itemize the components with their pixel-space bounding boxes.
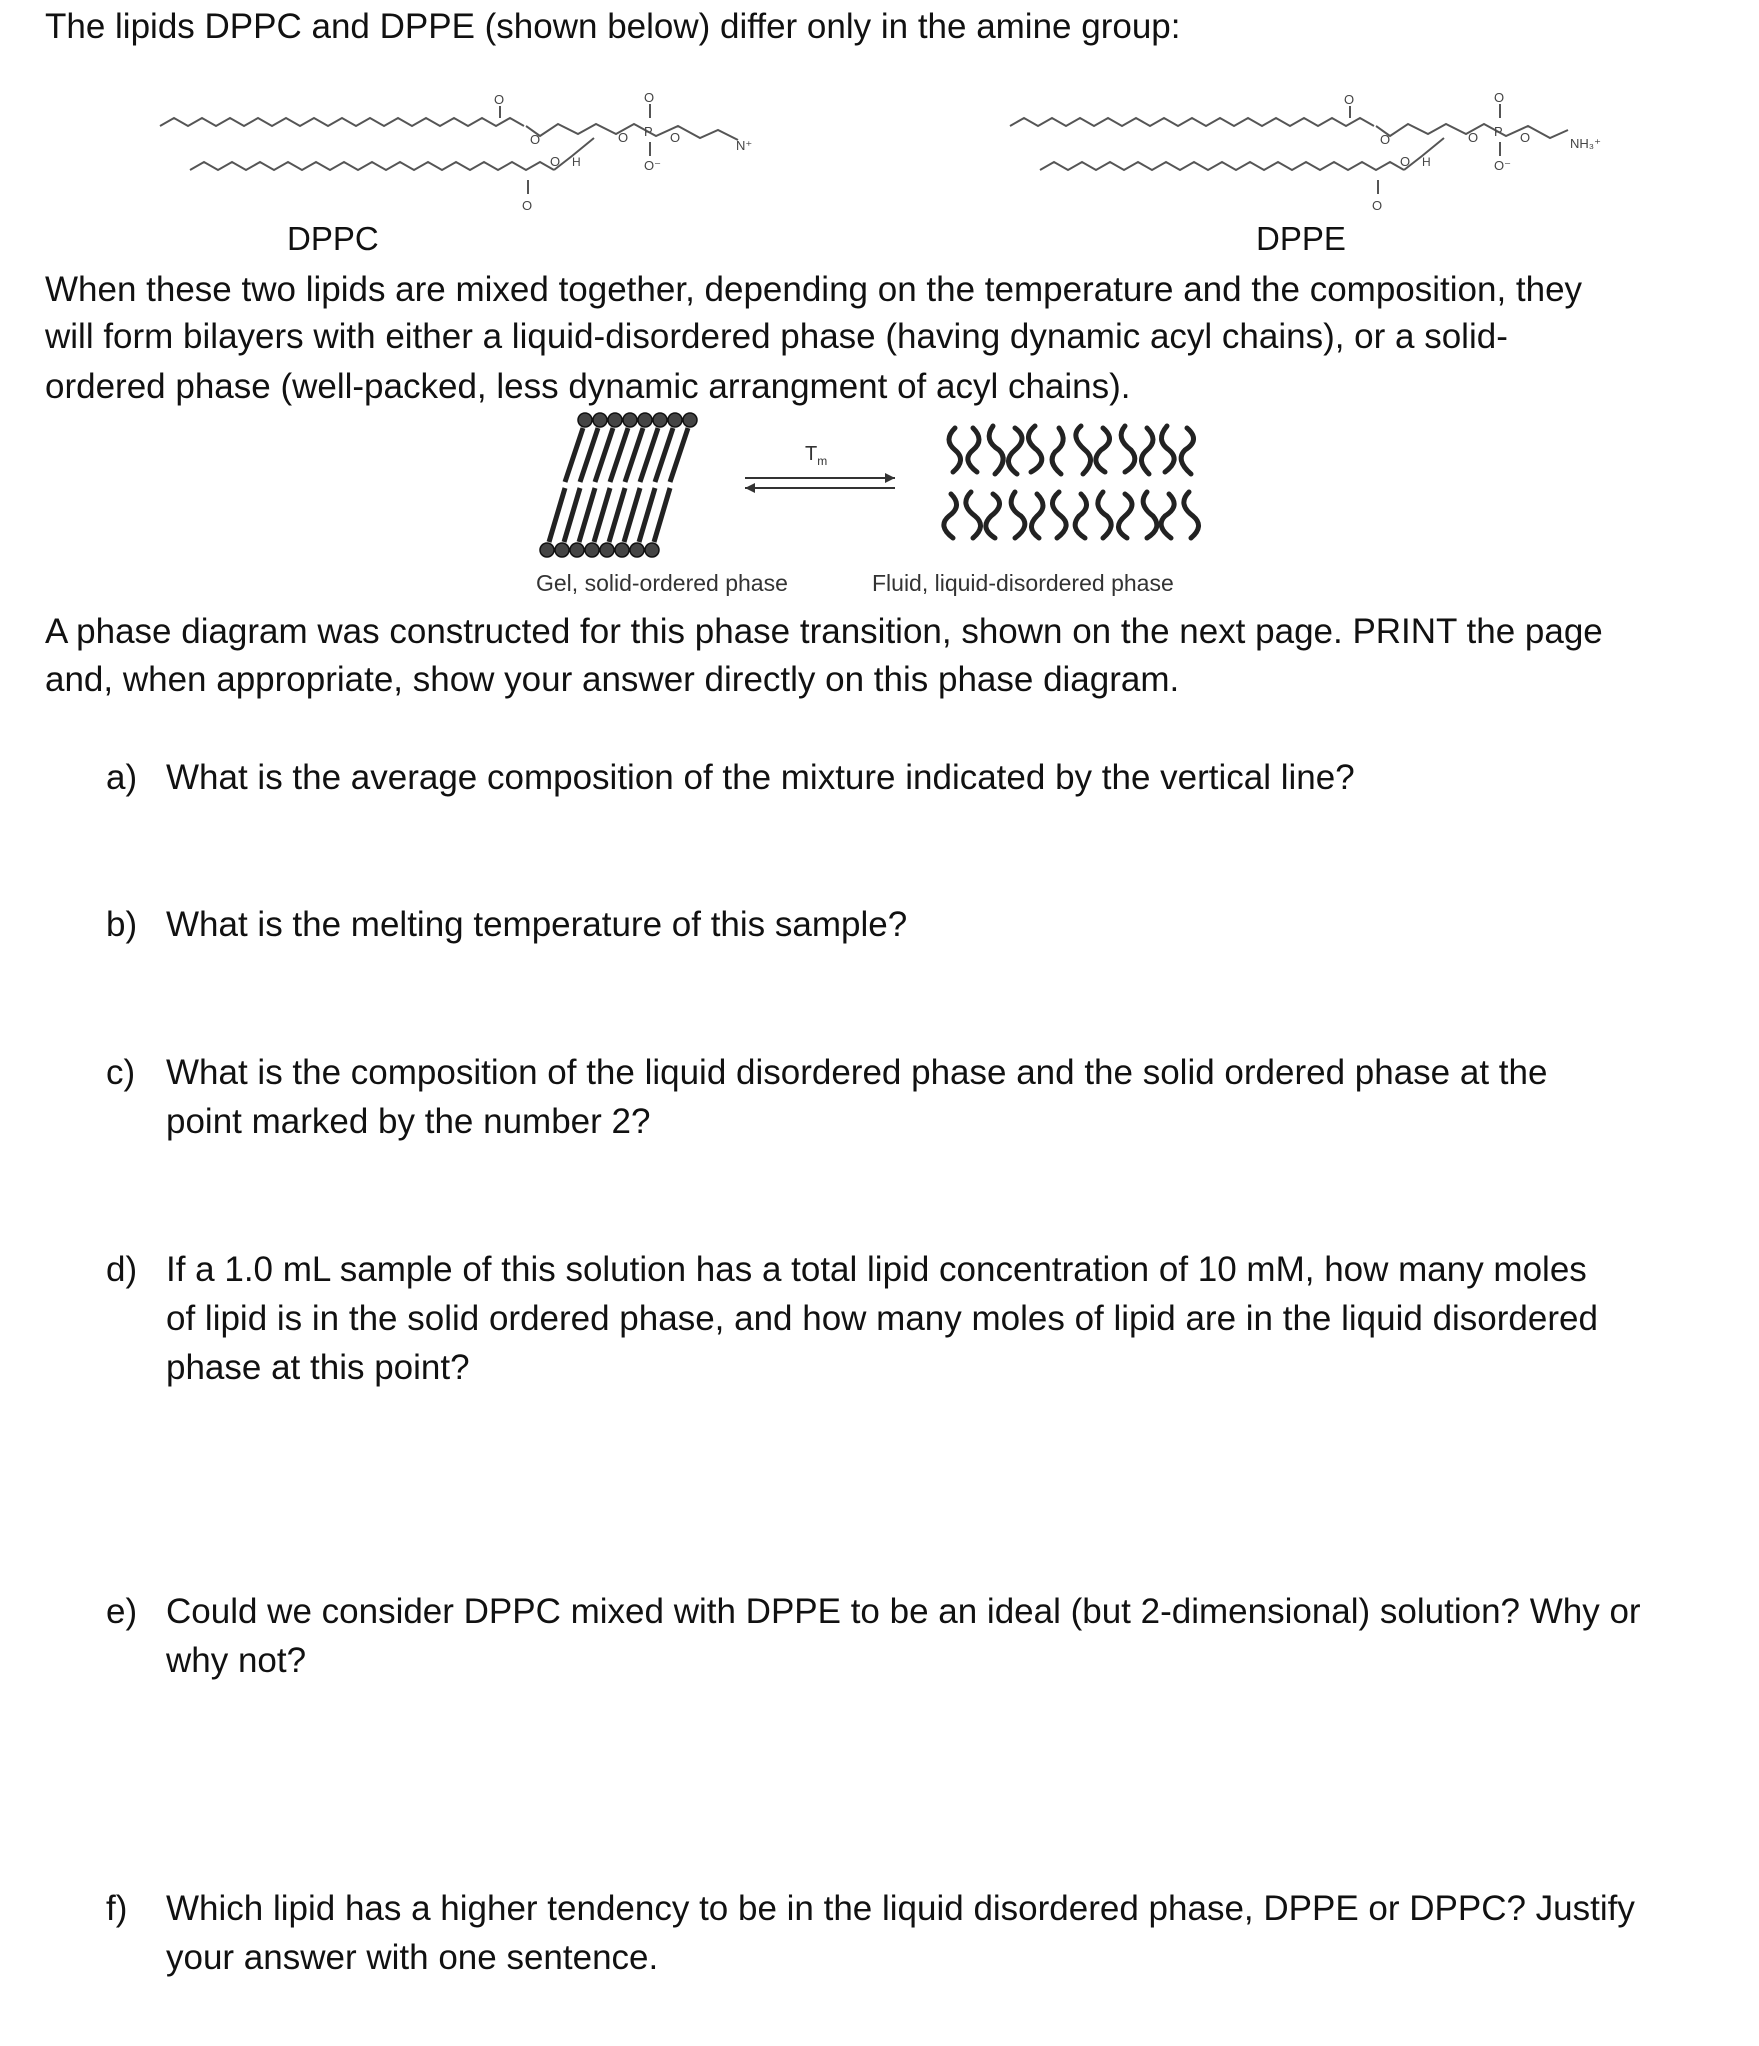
dppe-p-oxo: O [1494, 90, 1505, 105]
question-text: point marked by the number 2? [166, 1102, 651, 1141]
question-label: a) [106, 758, 138, 797]
tm-subscript: m [817, 454, 828, 468]
dppc-ester-o1: O [530, 132, 541, 147]
question-label: f) [106, 1889, 128, 1928]
dppc-p-oxo: O [644, 90, 655, 105]
dppe-structure [1000, 80, 1640, 220]
question-text: phase at this point? [166, 1348, 470, 1387]
dppc-structure [150, 80, 790, 220]
dppc-ester-o2: O [550, 154, 561, 169]
tm-label [805, 443, 827, 468]
question-text: What is the melting temperature of this sample? [166, 905, 908, 944]
question-text: What is the composition of the liquid disordered phase and the solid ordered phase at the [166, 1053, 1548, 1092]
dppe-ester-o1: O [1380, 132, 1391, 147]
question-label: d) [106, 1250, 138, 1289]
dppc-label: DPPC [287, 220, 379, 257]
mixing-text-line-2: will form bilayers with either a liquid-disordered phase (having dynamic acyl chains), or a solid- [45, 317, 1508, 356]
intro-text: The lipids DPPC and DPPE (shown below) differ only in the amine group: [45, 7, 1181, 46]
dppc-h: H [572, 155, 581, 169]
question-label: c) [106, 1053, 136, 1092]
dppe-h: H [1422, 155, 1431, 169]
instructions-line-2: and, when appropriate, show your answer directly on this phase diagram. [45, 660, 1180, 699]
dppc-carbonyl-o2: O [522, 198, 533, 213]
gel-phase-bilayer [535, 410, 735, 560]
instructions-line-1: A phase diagram was constructed for this phase transition, shown on the next page. PRINT the page [45, 612, 1603, 651]
gel-phase-caption: Gel, solid-ordered phase [536, 570, 788, 596]
dppe-ammonium: NH₃⁺ [1570, 136, 1601, 151]
dppe-phosphorus: P [1494, 124, 1503, 139]
fluid-phase-caption: Fluid, liquid-disordered phase [872, 570, 1174, 596]
fluid-phase-bilayer [935, 410, 1235, 560]
dppe-ether-o: O [1520, 130, 1531, 145]
question-text: If a 1.0 mL sample of this solution has a total lipid concentration of 10 mM, how many moles [166, 1250, 1587, 1289]
question-text: your answer with one sentence. [166, 1938, 659, 1977]
mixing-text-line-3: ordered phase (well-packed, less dynamic arrangment of acyl chains). [45, 367, 1131, 406]
dppc-phosphate-o: O [618, 130, 629, 145]
dppc-phosphorus: P [644, 124, 653, 139]
dppc-ether-o: O [670, 130, 681, 145]
dppe-carbonyl-o1: O [1344, 92, 1355, 107]
tm-letter: T [805, 443, 818, 465]
question-text: why not? [166, 1641, 307, 1680]
dppe-p-ominus: O⁻ [1494, 158, 1511, 173]
dppc-p-ominus: O⁻ [644, 158, 661, 173]
dppe-phosphate-o: O [1468, 130, 1479, 145]
question-label: e) [106, 1592, 138, 1631]
dppe-label: DPPE [1256, 220, 1346, 257]
question-text: Which lipid has a higher tendency to be in the liquid disordered phase, DPPE or DPPC? Justify [166, 1889, 1635, 1928]
question-label: b) [106, 905, 138, 944]
question-text: of lipid is in the solid ordered phase, and how many moles of lipid are in the liquid disordered [166, 1299, 1598, 1338]
dppe-ester-o2: O [1400, 154, 1411, 169]
question-text: Could we consider DPPC mixed with DPPE to be an ideal (but 2-dimensional) solution? Why or [166, 1592, 1641, 1631]
dppc-ammonium: N⁺ [736, 138, 753, 153]
dppe-carbonyl-o2: O [1372, 198, 1383, 213]
mixing-text-line-1: When these two lipids are mixed together, depending on the temperature and the composition, they [45, 270, 1583, 309]
dppc-carbonyl-o1: O [494, 92, 505, 107]
question-text: What is the average composition of the mixture indicated by the vertical line? [166, 758, 1355, 797]
